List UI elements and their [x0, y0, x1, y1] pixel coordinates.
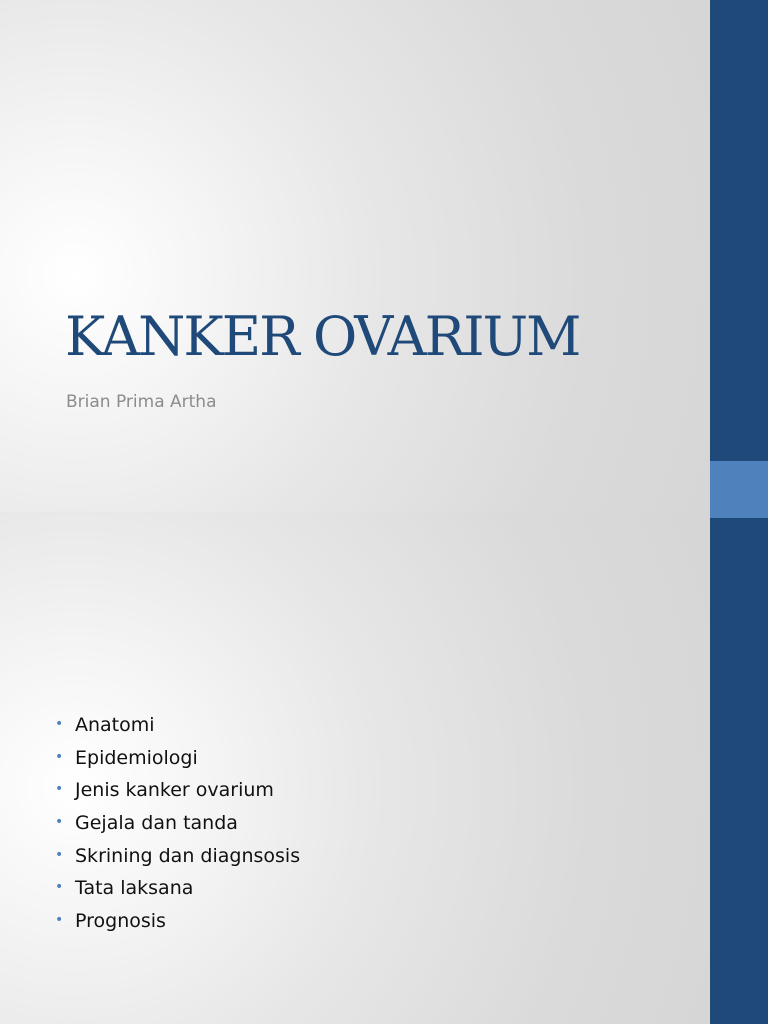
list-item-label: Jenis kanker ovarium: [75, 779, 274, 802]
bullet-icon: •: [55, 846, 64, 863]
bullet-icon: •: [55, 879, 64, 896]
list-item-label: Prognosis: [75, 910, 166, 933]
list-item: [55, 910, 300, 943]
outline-list: [55, 714, 300, 943]
list-item-label: Anatomi: [75, 714, 155, 736]
bullet-icon: •: [55, 716, 64, 732]
list-item: [55, 779, 300, 812]
bullet-icon: •: [55, 814, 64, 831]
list-item: [55, 714, 300, 747]
list-item: [55, 845, 300, 878]
list-item-label: Tata laksana: [75, 877, 194, 900]
list-item: [55, 877, 300, 910]
list-item-label: Skrining dan diagnsosis: [75, 844, 301, 867]
list-item-label: Gejala dan tanda: [75, 812, 238, 835]
slide-title: KANKER OVARIUM: [65, 305, 580, 368]
list-item-label: Epidemiologi: [75, 746, 198, 769]
slide-subtitle: Brian Prima Artha: [66, 392, 217, 412]
bullet-icon: •: [55, 781, 64, 798]
list-item: [55, 747, 300, 780]
bullet-icon: •: [55, 912, 64, 929]
side-accent-block: [710, 461, 768, 518]
outline-slide: [0, 512, 710, 1024]
list-item: [55, 812, 300, 845]
bullet-icon: •: [55, 748, 64, 765]
title-slide: [0, 0, 710, 512]
